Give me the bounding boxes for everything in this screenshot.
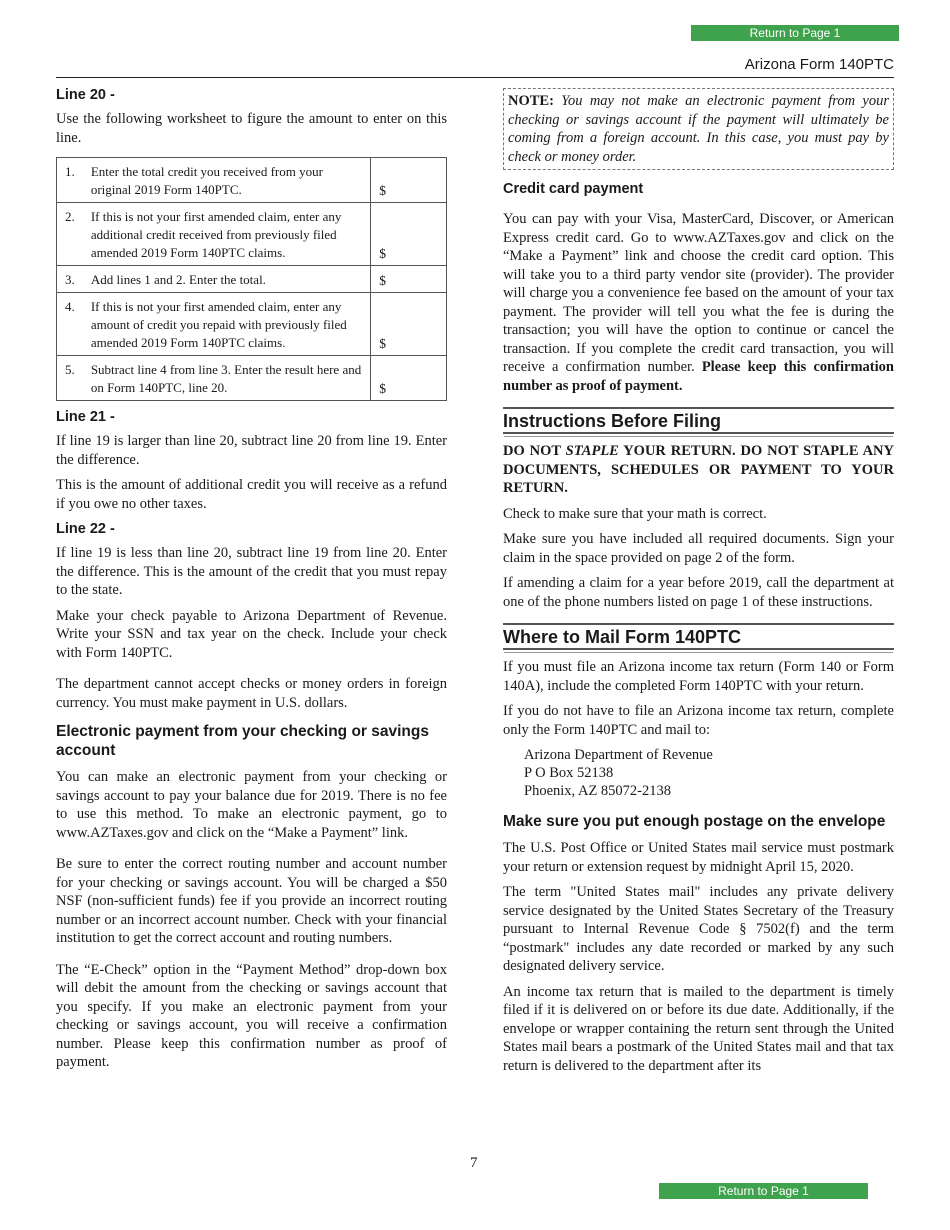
worksheet-amount-field[interactable]: $ — [371, 293, 447, 356]
worksheet-row — [57, 158, 447, 203]
line21-paragraph-2: This is the amount of additional credit you will receive as a refund if you owe no other taxes. — [56, 477, 447, 512]
worksheet-row-number: 2. — [57, 203, 87, 266]
electronic-payment-heading: Electronic payment from your checking or savings account — [56, 723, 429, 759]
line22-paragraph-3: The department cannot accept checks or money orders in foreign currency. You must make payment in U.S. dollars. — [56, 676, 447, 711]
form-title: Arizona Form 140PTC — [744, 56, 894, 73]
line22-heading: Line 22 - — [56, 521, 115, 537]
mail-paragraph-2: If you do not have to file an Arizona income tax return, complete only the Form 140PTC and mail to: — [503, 703, 894, 738]
instructions-paragraph-2: Make sure you have included all required documents. Sign your claim in the space provided on page 2 of the form. — [503, 531, 894, 566]
electronic-payment-paragraph-1: You can make an electronic payment from your checking or savings account to pay your balance due for 2019. There is no fee to use this method. To make an electronic payment, go to www.AZTaxes.gov and click on the “Make a Payment” link. — [56, 769, 447, 841]
note-body: You may not make an electronic payment from your checking or savings account if the payment will ultimately be coming from a foreign account. In this case, you must pay by check or money order. — [508, 93, 889, 165]
address-line: P O Box 52138 — [524, 765, 614, 781]
postage-paragraph-1: The U.S. Post Office or United States mail service must postmark your return or extension request by midnight April 15, 2020. — [503, 840, 894, 875]
note-label: NOTE: — [508, 93, 554, 109]
note-box — [503, 88, 894, 170]
worksheet-row — [57, 266, 447, 293]
address-line: Arizona Department of Revenue — [524, 747, 713, 763]
worksheet-row-number: 1. — [57, 158, 87, 203]
line21-heading: Line 21 - — [56, 409, 115, 425]
return-to-page-1-button-top[interactable]: Return to Page 1 — [691, 25, 899, 41]
worksheet-row — [57, 356, 447, 401]
credit-card-paragraph — [503, 210, 894, 395]
mail-paragraph-1: If you must file an Arizona income tax return (Form 140 or Form 140A), include the completed Form 140PTC with your return. — [503, 659, 894, 694]
instructions-before-filing-heading: Instructions Before Filing — [503, 407, 894, 434]
worksheet-row-number: 5. — [57, 356, 87, 401]
electronic-payment-paragraph-2: Be sure to enter the correct routing number and account number for your checking or savings account. You will be charged a $50 NSF (non-sufficient funds) fee if you provide an incorrect routing number or an incorrect account number. Check with your financial institution to get the correct account and routing numbers. — [56, 856, 447, 946]
header-rule — [56, 77, 894, 78]
worksheet-row — [57, 293, 447, 356]
address-line: Phoenix, AZ 85072-2138 — [524, 783, 672, 799]
worksheet-amount-field[interactable]: $ — [371, 356, 447, 401]
credit-card-text: You can pay with your Visa, MasterCard, Discover, or American Express credit card. Go to www.AZTaxes.gov and click on the “Make a Payment” link and choose the credit card option. This will take you to a third party vendor site (provider). The provider will charge you a convenience fee based on the amount of your tax payment. The provider will tell you what the fee is during the transaction; you will have the option to continue or cancel the transaction. If you complete the credit card transaction, you will receive a confirmation number. — [503, 211, 894, 375]
line20-heading: Line 20 - — [56, 87, 115, 103]
left-column — [56, 86, 447, 1079]
right-column — [503, 86, 894, 1082]
mailing-address — [503, 746, 894, 800]
worksheet-amount-field[interactable]: $ — [371, 203, 447, 266]
credit-card-heading: Credit card payment — [503, 181, 644, 197]
worksheet-row-number: 3. — [57, 266, 87, 293]
do-not-staple-warning — [503, 442, 894, 498]
return-to-page-1-button-bottom[interactable]: Return to Page 1 — [659, 1183, 868, 1199]
line21-paragraph-1: If line 19 is larger than line 20, subtract line 20 from line 19. Enter the difference. — [56, 433, 447, 468]
warning-part-1: DO NOT — [503, 443, 566, 459]
electronic-payment-paragraph-3: The “E-Check” option in the “Payment Method” drop-down box will debit the amount from the checking or savings account that you specify. If you make an electronic payment from your checking or savings account, you will receive a confirmation number. Please keep this confirmation number as proof of payment. — [56, 961, 447, 1070]
credit-card-bold-note: Please keep this confirmation number as proof of payment. — [503, 359, 894, 394]
worksheet-row-text: Add lines 1 and 2. Enter the total. — [87, 266, 371, 293]
line22-paragraph-2: Make your check payable to Arizona Department of Revenue. Write your SSN and tax year on the check. Include your check with Form 140PTC. — [56, 607, 447, 661]
worksheet-row — [57, 203, 447, 266]
instructions-paragraph-3: If amending a claim for a year before 2019, call the department at one of the phone numbers listed on page 1 of these instructions. — [503, 575, 894, 610]
worksheet-row-text: If this is not your first amended claim, enter any amount of credit you repaid with previously filed amended 2019 Form 140PTC claims. — [87, 293, 371, 356]
where-to-mail-heading: Where to Mail Form 140PTC — [503, 623, 894, 650]
worksheet-amount-field[interactable]: $ — [371, 158, 447, 203]
worksheet-row-text: Enter the total credit you received from your original 2019 Form 140PTC. — [87, 158, 371, 203]
worksheet-row-text: If this is not your first amended claim, enter any additional credit received from previously filed amended 2019 Form 140PTC claims. — [87, 203, 371, 266]
postage-paragraph-2: The term "United States mail" includes any private delivery service designated by the United States Secretary of the Treasury pursuant to Internal Revenue Code § 7502(f) and the term “postmark" includes any date recorded or marked by any such designated delivery service. — [503, 884, 894, 974]
worksheet-amount-field[interactable]: $ — [371, 266, 447, 293]
warning-part-2: YOUR RETURN. DO NOT STAPLE ANY DOCUMENTS, SCHEDULES OR PAYMENT TO YOUR RETURN. — [503, 443, 894, 496]
instructions-paragraph-1: Check to make sure that your math is correct. — [503, 505, 767, 522]
line20-worksheet — [56, 157, 447, 401]
note-text — [508, 92, 889, 166]
postage-paragraph-3: An income tax return that is mailed to the department is timely filed if it is delivered on or before its due date. Additionally, if the envelope or wrapper containing the return sent through the United States mail bears a postmark of the United States mail and that tax return is delivered to the department after its — [503, 983, 894, 1074]
worksheet-row-text: Subtract line 4 from line 3. Enter the result here and on Form 140PTC, line 20. — [87, 356, 371, 401]
line20-text: Use the following worksheet to figure the amount to enter on this line. — [56, 111, 447, 146]
line22-paragraph-1: If line 19 is less than line 20, subtract line 19 from line 20. Enter the difference. This is the amount of the credit that you must repay to the state. — [56, 545, 447, 598]
warning-staple-word: STAPLE — [565, 443, 619, 459]
postage-heading: Make sure you put enough postage on the envelope — [503, 813, 886, 830]
page-number: 7 — [470, 1155, 478, 1171]
worksheet-row-number: 4. — [57, 293, 87, 356]
